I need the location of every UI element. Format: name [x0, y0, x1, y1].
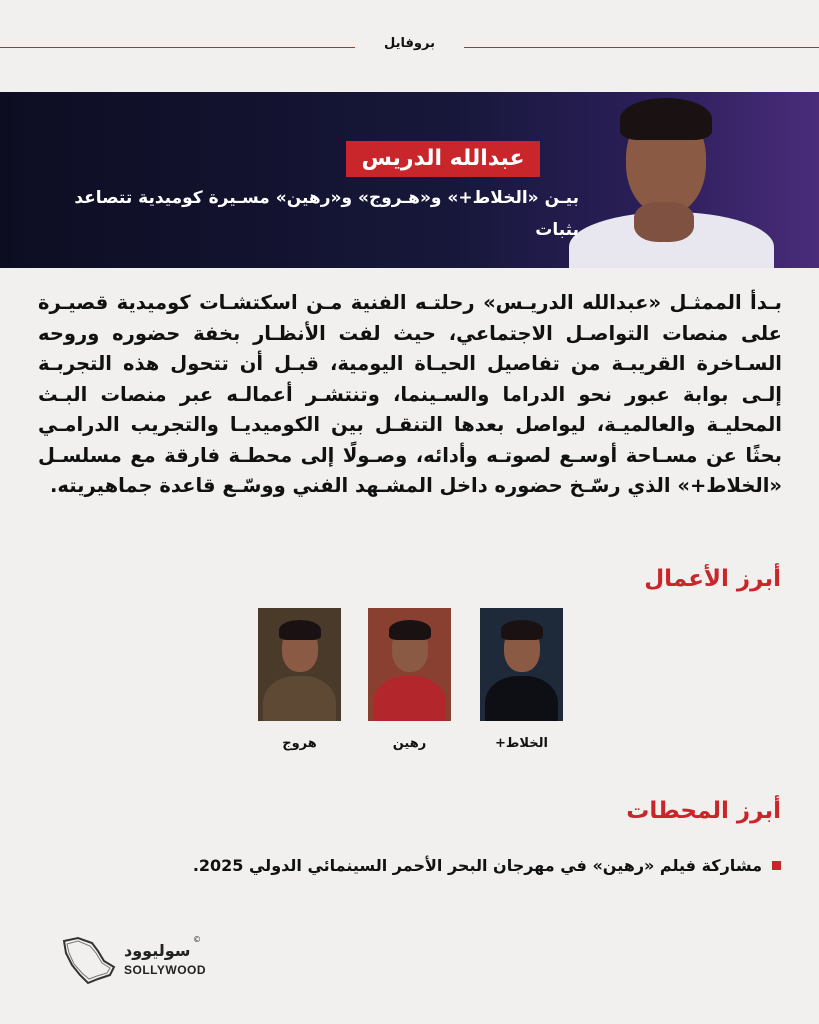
bio-paragraph: بـدأ الممثـل «عبدالله الدريـس» رحلتـه الفنية مـن اسكتشـات كوميدية قصيـرة على منصات التواصـل الاجتماعي، حيث لفت الأنظـار بخفة حضوره وروحه السـاخرة القريبـة من تفاصيل الحيـاة اليومية، قبـل أن تتحول هذه التجربـة إلـى بوابة عبور نحو الدراما والسـينما، وتنتشـر أعمالـه عبر منصات البـث المحليـة والعالميـة، ليواصل بعدها التنقـل بين الكوميديـا والتجريب الدرامـي بحثًا عن مسـاحة أوسـع لصوتـه وأدائه، وصـولًا إلى محطـة فارقة مع مسلسـل «الخلاط+» الذي رسّـخ حضوره داخل المشـهد الفني ووسّـع قاعدة جماهيريته.	[38, 291, 782, 497]
section-tag: بروفايل	[384, 36, 435, 51]
profile-subtitle: بيـن «الخلاط+» و«هـروج» و«رهين» مسـيرة كوميدية تتصاعد بثبات	[74, 188, 579, 240]
logo-arabic: سوليوود	[124, 941, 191, 960]
work-label: الخلاط+	[495, 736, 548, 751]
milestone-text: مشاركة فيلم «رهين» في مهرجان البحر الأحمر السينمائي الدولي 2025.	[192, 856, 762, 875]
milestones-heading: أبرز المحطات	[626, 798, 781, 824]
work-label: هروج	[282, 736, 317, 751]
logo-english: SOLLYWOOD	[124, 963, 207, 977]
copyright-icon: ©	[193, 935, 201, 944]
work-item[interactable]	[480, 608, 563, 751]
saudi-map-icon	[58, 935, 120, 985]
portrait-image	[564, 92, 779, 268]
works-heading: أبرز الأعمال	[644, 566, 781, 592]
profile-name: عبدالله الدريس	[346, 141, 540, 177]
sollywood-logo	[58, 935, 208, 985]
bullet-icon	[772, 861, 781, 870]
poster-image	[368, 608, 451, 721]
work-item[interactable]	[368, 608, 451, 751]
poster-image	[480, 608, 563, 721]
work-label: رهين	[392, 736, 427, 751]
works-list	[258, 608, 562, 758]
milestone-item	[193, 856, 781, 875]
work-item[interactable]	[258, 608, 341, 751]
poster-image	[258, 608, 341, 721]
